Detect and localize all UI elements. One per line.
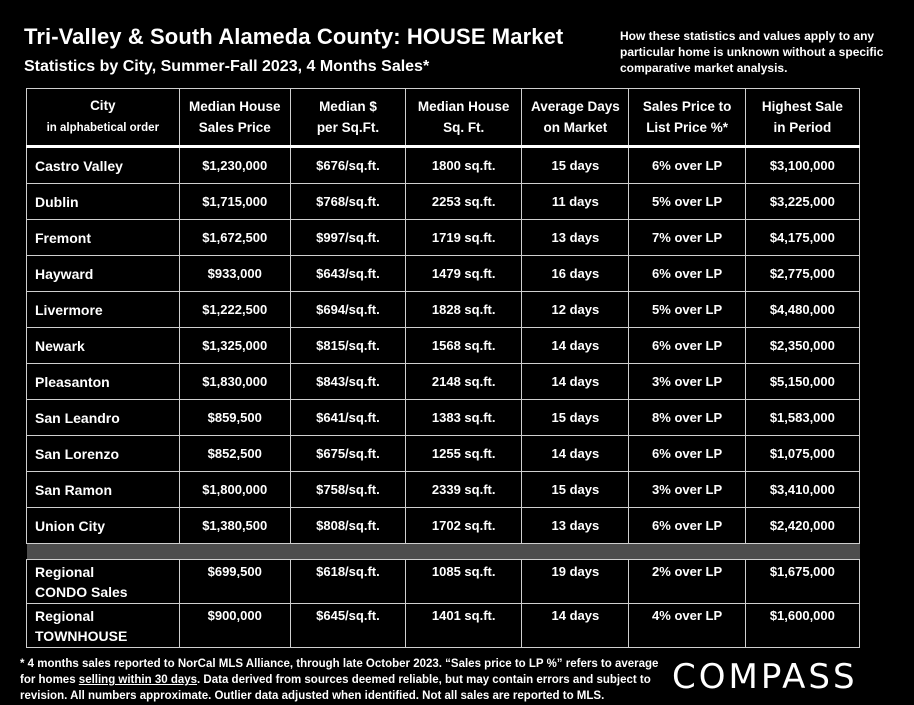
days-cell: 14 days xyxy=(522,604,629,648)
median-sqft-cell: 2148 sq.ft. xyxy=(406,364,522,400)
footnote xyxy=(20,656,670,704)
column-header-line: per Sq.Ft. xyxy=(316,120,380,135)
table-row xyxy=(27,400,860,436)
regional-label: Regional xyxy=(35,564,95,580)
median-sqft-cell: 1479 sq.ft. xyxy=(406,256,522,292)
days-cell: 14 days xyxy=(522,364,629,400)
days-cell: 13 days xyxy=(522,508,629,544)
footnote-text: . Data derived from sources deemed reliable, but may contain errors and subject to revision. All numbers approximate. Outlier data adjusted when identified. Not all sales are reported to MLS. xyxy=(20,674,651,702)
highest-sale-cell: $4,175,000 xyxy=(745,220,859,256)
price-to-list-cell: 5% over LP xyxy=(629,292,745,328)
median-ppsf-cell: $997/sq.ft. xyxy=(290,220,405,256)
column-header-line: Median $ xyxy=(319,99,377,114)
table-row xyxy=(27,184,860,220)
price-to-list-cell: 6% over LP xyxy=(629,147,745,184)
price-to-list-cell: 8% over LP xyxy=(629,400,745,436)
price-to-list-cell: 6% over LP xyxy=(629,256,745,292)
price-to-list-cell: 6% over LP xyxy=(629,508,745,544)
highest-sale-cell: $1,600,000 xyxy=(745,604,859,648)
median-sqft-cell: 1568 sq.ft. xyxy=(406,328,522,364)
table-row xyxy=(27,364,860,400)
city-cell: San Lorenzo xyxy=(27,436,180,472)
days-cell: 15 days xyxy=(522,147,629,184)
days-cell: 19 days xyxy=(522,560,629,604)
days-cell: 11 days xyxy=(522,184,629,220)
highest-sale-cell: $2,775,000 xyxy=(745,256,859,292)
city-cell xyxy=(27,604,180,648)
highest-sale-cell: $3,225,000 xyxy=(745,184,859,220)
days-cell: 13 days xyxy=(522,220,629,256)
regional-type: TOWNHOUSE xyxy=(35,628,128,644)
column-header-line: Median House xyxy=(417,99,510,114)
city-cell: Pleasanton xyxy=(27,364,180,400)
table-header-row xyxy=(27,89,860,147)
days-cell: 12 days xyxy=(522,292,629,328)
column-header-line: Sales Price to xyxy=(642,99,732,114)
median-price-cell: $1,715,000 xyxy=(179,184,290,220)
highest-sale-cell: $4,480,000 xyxy=(745,292,859,328)
column-header-line: Median House xyxy=(188,99,281,114)
table-row-regional xyxy=(27,604,860,648)
table-row xyxy=(27,147,860,184)
price-to-list-cell: 7% over LP xyxy=(629,220,745,256)
disclaimer-text: How these statistics and values apply to any particular home is unknown without a specific comparative market analysis. xyxy=(620,29,884,75)
footnote-text: * 4 months sales reported to NorCal MLS Alliance, through late October 2023. “Sales price to LP %” refers to average for homes xyxy=(20,658,659,686)
days-cell: 14 days xyxy=(522,328,629,364)
table-row xyxy=(27,292,860,328)
median-ppsf-cell: $815/sq.ft. xyxy=(290,328,405,364)
footnote-underlined-text: selling within 30 days xyxy=(78,674,198,686)
median-price-cell: $852,500 xyxy=(179,436,290,472)
city-cell: Fremont xyxy=(27,220,180,256)
column-header-highest-sale xyxy=(745,89,859,147)
median-ppsf-cell: $643/sq.ft. xyxy=(290,256,405,292)
regional-label: Regional xyxy=(35,608,95,624)
city-cell: San Ramon xyxy=(27,472,180,508)
separator-cell xyxy=(27,544,860,560)
table-row xyxy=(27,220,860,256)
city-cell: Hayward xyxy=(27,256,180,292)
compass-logo: COMPASS xyxy=(672,657,858,697)
price-to-list-cell: 4% over LP xyxy=(629,604,745,648)
city-cell xyxy=(27,560,180,604)
table-row xyxy=(27,508,860,544)
price-to-list-cell: 3% over LP xyxy=(629,472,745,508)
median-price-cell: $900,000 xyxy=(179,604,290,648)
city-cell: Newark xyxy=(27,328,180,364)
median-price-cell: $1,325,000 xyxy=(179,328,290,364)
column-header-median-ppsf xyxy=(290,89,405,147)
median-ppsf-cell: $758/sq.ft. xyxy=(290,472,405,508)
days-cell: 16 days xyxy=(522,256,629,292)
city-cell: San Leandro xyxy=(27,400,180,436)
days-cell: 14 days xyxy=(522,436,629,472)
column-header-line: on Market xyxy=(543,120,608,135)
median-price-cell: $1,230,000 xyxy=(179,147,290,184)
price-to-list-cell: 3% over LP xyxy=(629,364,745,400)
table-separator-row xyxy=(27,544,860,560)
market-stats-table xyxy=(26,88,860,648)
highest-sale-cell: $1,075,000 xyxy=(745,436,859,472)
days-cell: 15 days xyxy=(522,472,629,508)
column-header-line: Sq. Ft. xyxy=(443,120,485,135)
column-header-line: List Price %* xyxy=(646,120,728,135)
city-cell: Castro Valley xyxy=(27,147,180,184)
highest-sale-cell: $5,150,000 xyxy=(745,364,859,400)
median-ppsf-cell: $675/sq.ft. xyxy=(290,436,405,472)
days-cell: 15 days xyxy=(522,400,629,436)
city-cell: Dublin xyxy=(27,184,180,220)
regional-type: CONDO Sales xyxy=(35,584,128,600)
price-to-list-cell: 6% over LP xyxy=(629,436,745,472)
table-row xyxy=(27,256,860,292)
column-header-median-price xyxy=(179,89,290,147)
median-sqft-cell: 2339 sq.ft. xyxy=(406,472,522,508)
median-sqft-cell: 1702 sq.ft. xyxy=(406,508,522,544)
highest-sale-cell: $3,410,000 xyxy=(745,472,859,508)
median-sqft-cell: 1255 sq.ft. xyxy=(406,436,522,472)
median-ppsf-cell: $694/sq.ft. xyxy=(290,292,405,328)
median-sqft-cell: 1828 sq.ft. xyxy=(406,292,522,328)
median-ppsf-cell: $843/sq.ft. xyxy=(290,364,405,400)
price-to-list-cell: 5% over LP xyxy=(629,184,745,220)
column-header-price-to-list xyxy=(629,89,745,147)
table-row-regional xyxy=(27,560,860,604)
median-ppsf-cell: $768/sq.ft. xyxy=(290,184,405,220)
median-sqft-cell: 1085 sq.ft. xyxy=(406,560,522,604)
median-price-cell: $1,672,500 xyxy=(179,220,290,256)
column-header-subline: in alphabetical order xyxy=(46,122,160,134)
median-sqft-cell: 2253 sq.ft. xyxy=(406,184,522,220)
median-sqft-cell: 1383 sq.ft. xyxy=(406,400,522,436)
median-price-cell: $1,222,500 xyxy=(179,292,290,328)
table-row xyxy=(27,328,860,364)
city-cell: Union City xyxy=(27,508,180,544)
column-header-city xyxy=(27,89,180,147)
median-ppsf-cell: $808/sq.ft. xyxy=(290,508,405,544)
highest-sale-cell: $2,350,000 xyxy=(745,328,859,364)
page-title: Tri-Valley & South Alameda County: HOUSE Market xyxy=(24,24,564,49)
median-sqft-cell: 1719 sq.ft. xyxy=(406,220,522,256)
median-ppsf-cell: $618/sq.ft. xyxy=(290,560,405,604)
median-price-cell: $699,500 xyxy=(179,560,290,604)
column-header-line: in Period xyxy=(773,120,832,135)
column-header-line: City xyxy=(90,98,116,113)
median-price-cell: $1,380,500 xyxy=(179,508,290,544)
median-price-cell: $859,500 xyxy=(179,400,290,436)
city-cell: Livermore xyxy=(27,292,180,328)
median-ppsf-cell: $641/sq.ft. xyxy=(290,400,405,436)
page-subtitle: Statistics by City, Summer-Fall 2023, 4 Months Sales* xyxy=(24,58,430,75)
column-header-line: Sales Price xyxy=(198,120,271,135)
median-price-cell: $1,800,000 xyxy=(179,472,290,508)
highest-sale-cell: $3,100,000 xyxy=(745,147,859,184)
median-ppsf-cell: $676/sq.ft. xyxy=(290,147,405,184)
column-header-median-sqft xyxy=(406,89,522,147)
median-price-cell: $1,830,000 xyxy=(179,364,290,400)
price-to-list-cell: 6% over LP xyxy=(629,328,745,364)
price-to-list-cell: 2% over LP xyxy=(629,560,745,604)
table-row xyxy=(27,472,860,508)
highest-sale-cell: $1,675,000 xyxy=(745,560,859,604)
column-header-days-on-market xyxy=(522,89,629,147)
column-header-line: Average Days xyxy=(530,99,620,114)
median-sqft-cell: 1401 sq.ft. xyxy=(406,604,522,648)
median-sqft-cell: 1800 sq.ft. xyxy=(406,147,522,184)
highest-sale-cell: $1,583,000 xyxy=(745,400,859,436)
table-row xyxy=(27,436,860,472)
median-ppsf-cell: $645/sq.ft. xyxy=(290,604,405,648)
median-price-cell: $933,000 xyxy=(179,256,290,292)
highest-sale-cell: $2,420,000 xyxy=(745,508,859,544)
column-header-line: Highest Sale xyxy=(761,99,843,114)
